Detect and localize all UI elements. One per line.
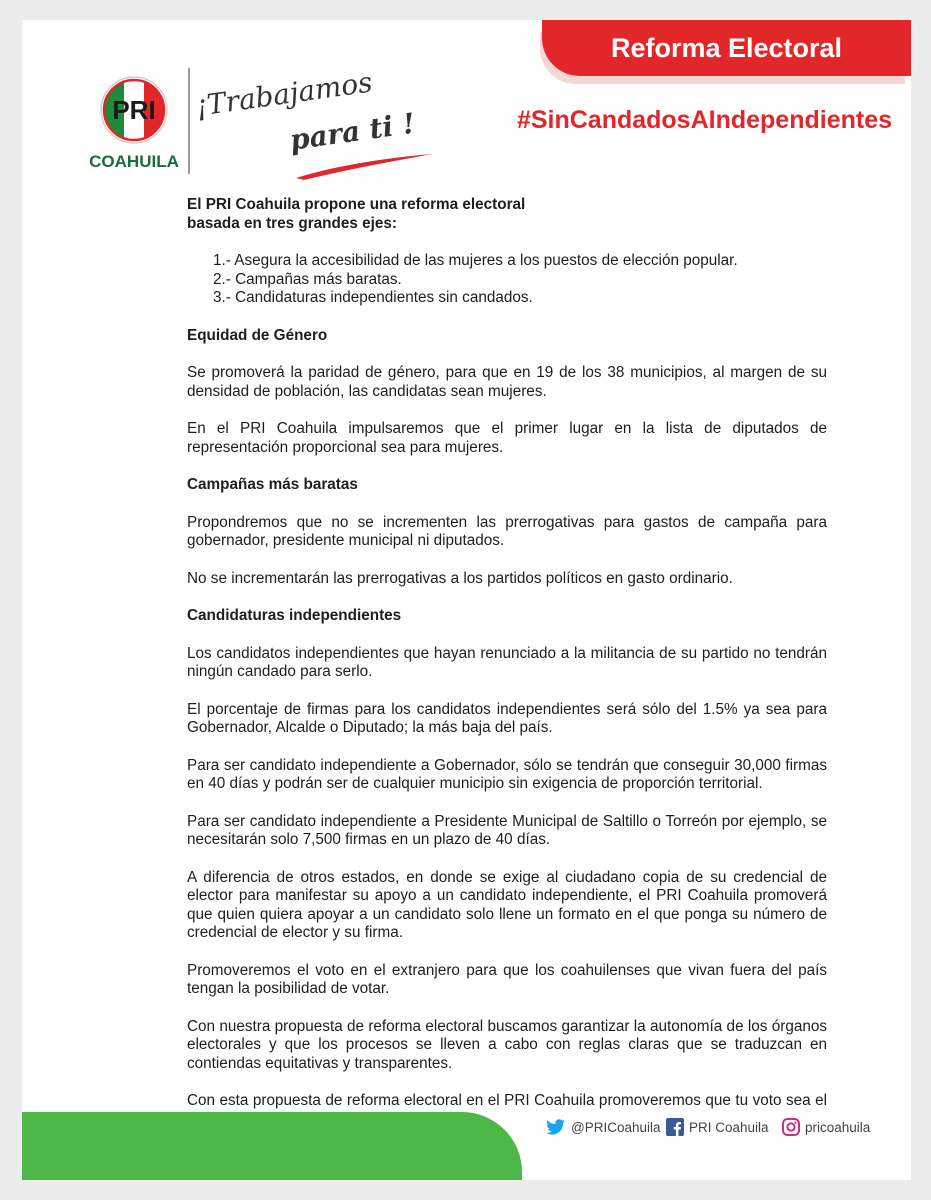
hashtag: #SinCandadosAIndependientes bbox=[516, 106, 892, 134]
instagram-account[interactable] bbox=[782, 1116, 870, 1138]
paragraph: No se incrementarán las prerrogativas a los partidos políticos en gasto ordinario. bbox=[187, 569, 733, 587]
document-body bbox=[187, 196, 827, 1129]
paragraph: Se promoverá la paridad de género, para que en 19 de los 38 municipios, al margen de su densidad de población, las candidatas sean mujeres. bbox=[187, 364, 827, 400]
facebook-label: PRI Coahuila bbox=[689, 1119, 769, 1135]
list-item: 3.- Candidaturas independientes sin candados. bbox=[213, 289, 533, 306]
instagram-label: pricoahuila bbox=[805, 1119, 871, 1135]
paragraph: Los candidatos independientes que hayan renunciado a la militancia de su partido no tendrán ningún candado para serlo. bbox=[187, 644, 827, 680]
paragraph: Con nuestra propuesta de reforma electoral buscamos garantizar la autonomía de los órganos electorales y que los procesos se lleven a cabo con reglas claras que se traduzcan en contiendas equitativas y transparentes. bbox=[187, 1017, 827, 1072]
slogan-swoosh bbox=[294, 152, 434, 182]
logo-text: PRI bbox=[112, 95, 156, 125]
paragraph: En el PRI Coahuila impulsaremos que el primer lugar en la lista de diputados de representación proporcional sea para mujeres. bbox=[187, 420, 827, 456]
facebook-page[interactable] bbox=[666, 1116, 769, 1138]
document-page bbox=[22, 20, 911, 1180]
twitter-handle[interactable] bbox=[546, 1116, 661, 1138]
logo-divider bbox=[188, 68, 190, 174]
paragraph: A diferencia de otros estados, en donde se exige al ciudadano copia de su credencial de elector para manifestar su apoyo a un candidato independiente, el PRI Coahuila promoverá que quien quiera apoyar a un candidato solo llene un formato en el que ponga su número de credencial de elector y su firma. bbox=[187, 868, 827, 941]
list-item: 1.- Asegura la accesibilidad de las mujeres a los puestos de elección popular. bbox=[213, 252, 738, 269]
paragraph: Promoveremos el voto en el extranjero para que los coahuilenses que vivan fuera del país tengan la posibilidad de votar. bbox=[187, 961, 827, 997]
pri-logo bbox=[84, 70, 184, 190]
paragraph: El porcentaje de firmas para los candidatos independientes será sólo del 1.5% ya sea para Gobernador, Alcalde o Diputado; la más baja del país. bbox=[187, 700, 827, 736]
list-item: 2.- Campañas más baratas. bbox=[213, 270, 402, 288]
intro-line2: basada en tres grandes ejes: bbox=[187, 214, 398, 232]
paragraph: Para ser candidato independiente a Gobernador, sólo se tendrán que conseguir 30,000 firmas en 40 días y podrán ser de cualquier municipio sin exigencia de proporción territorial. bbox=[187, 756, 827, 792]
logo-state: COAHUILA bbox=[89, 152, 179, 171]
section-heading: Campañas más baratas bbox=[187, 476, 358, 493]
paragraph: Para ser candidato independiente a Presidente Municipal de Saltillo o Torreón por ejemplo, se necesitarán solo 7,500 firmas en un plazo de 40 días. bbox=[187, 812, 827, 848]
axes-list bbox=[213, 252, 827, 308]
intro-text bbox=[187, 196, 827, 233]
slogan-line2: para ti ! bbox=[287, 106, 418, 157]
banner-title: Reforma Electoral bbox=[542, 20, 911, 76]
section-heading: Equidad de Género bbox=[187, 326, 328, 344]
facebook-icon bbox=[666, 1118, 684, 1136]
section-heading: Candidaturas independientes bbox=[187, 607, 402, 624]
paragraph: Propondremos que no se incrementen las prerrogativas para gastos de campaña para gobernador, presidente municipal ni diputados. bbox=[187, 513, 827, 549]
footer-green-bar bbox=[22, 1112, 522, 1180]
slogan bbox=[193, 65, 454, 180]
twitter-icon bbox=[546, 1119, 566, 1135]
slogan-line1: ¡Trabajamos bbox=[193, 65, 375, 123]
intro-line1: El PRI Coahuila propone una reforma electoral bbox=[187, 196, 526, 213]
paragraph: Con esta propuesta de reforma electoral en el PRI Coahuila promoveremos que tu voto sea el bbox=[187, 1092, 827, 1109]
instagram-icon bbox=[782, 1118, 800, 1136]
twitter-label: @PRICoahuila bbox=[571, 1119, 661, 1135]
